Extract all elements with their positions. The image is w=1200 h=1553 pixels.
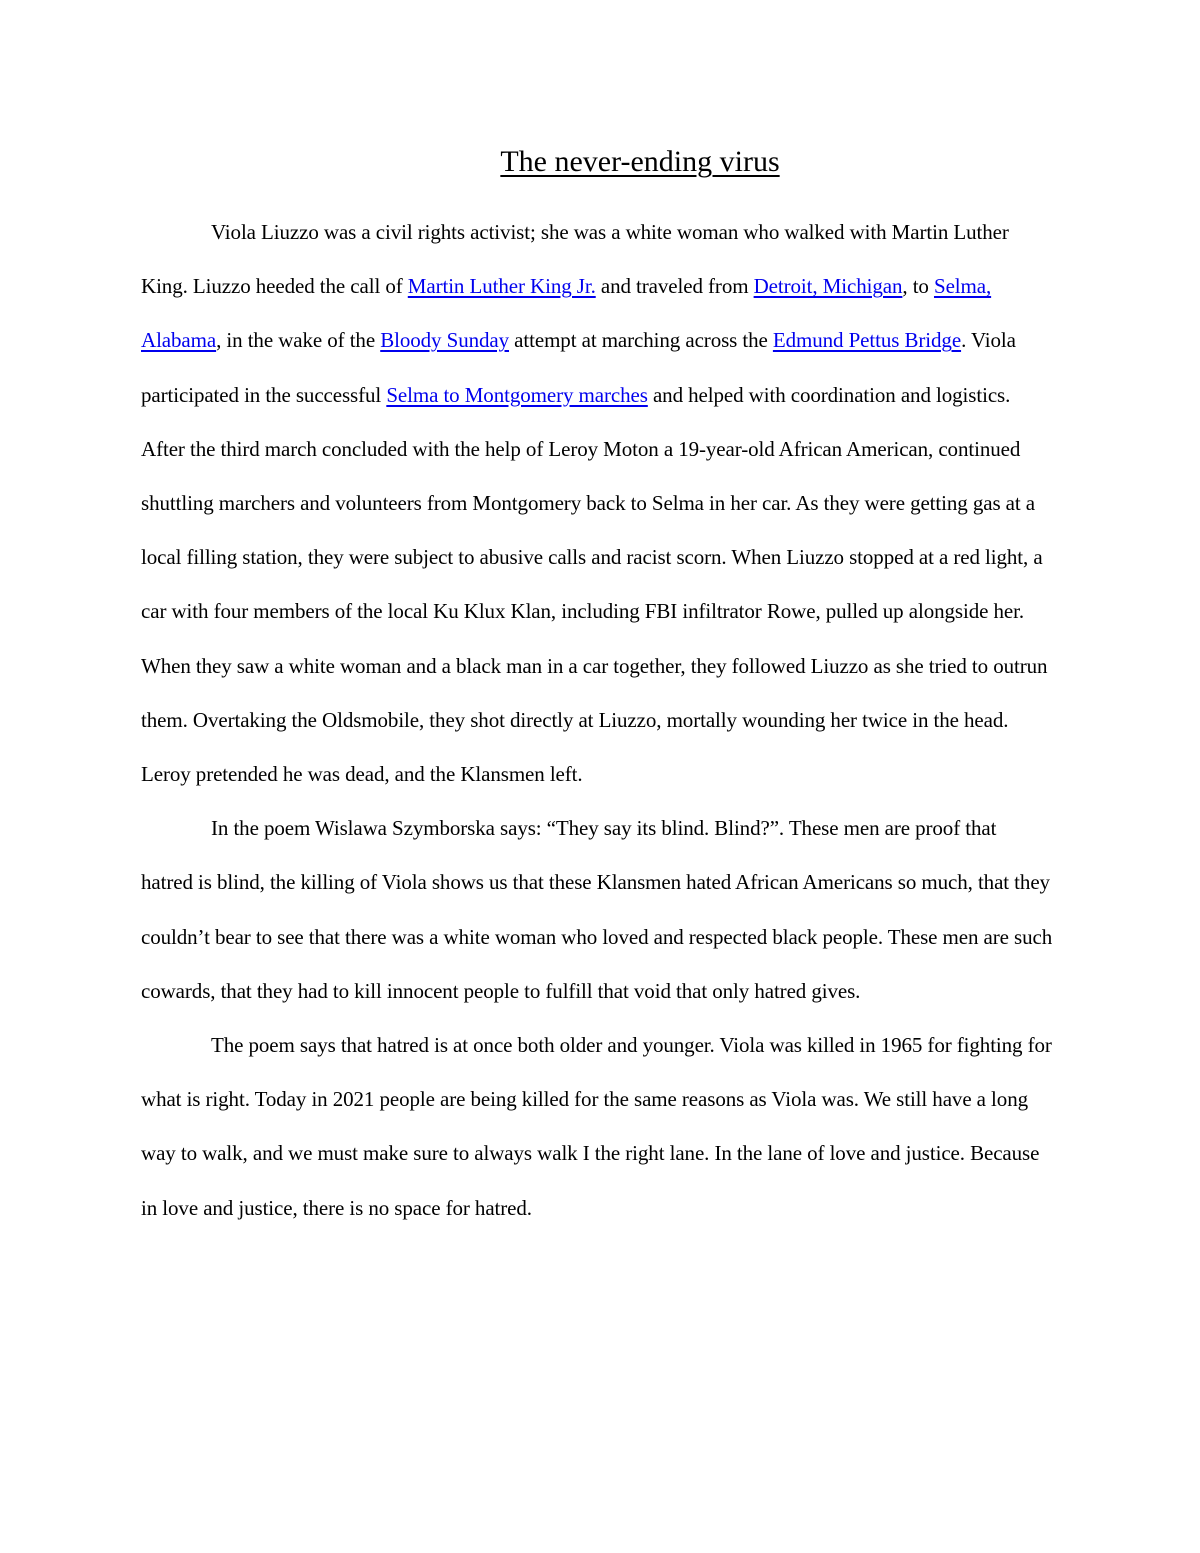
paragraph bbox=[141, 1018, 1053, 1235]
hyperlink[interactable]: Martin Luther King Jr. bbox=[407, 274, 596, 299]
text-run: and helped with coordination and logistics. After the third march concluded with the help of Leroy Moton a 19-year-old African American, continued shuttling marchers and volunteers from Montgomery back to Selma in her car. As they were getting gas at a local filling station, they were subject to abusive calls and racist scorn. When Liuzzo stopped at a red light, a car with four members of the local Ku Klux Klan, including FBI infiltrator Rowe, pulled up alongside her. When they saw a white woman and a black man in a car together, they followed Liuzzo as she tried to outrun them. Overtaking the Oldsmobile, they shot directly at Liuzzo, mortally wounding her twice in the head. Leroy pretended he was dead, and the Klansmen left. bbox=[141, 382, 1048, 787]
text-run: attempt at marching across the bbox=[509, 328, 773, 353]
hyperlink[interactable]: Selma, Alabama bbox=[141, 274, 992, 353]
hyperlink[interactable]: Bloody Sunday bbox=[380, 328, 510, 353]
text-run: and traveled from bbox=[595, 274, 754, 299]
text-run: . Viola participated in the successful bbox=[141, 328, 1016, 407]
text-run: , in the wake of the bbox=[216, 328, 381, 353]
hyperlink[interactable]: Detroit, Michigan bbox=[753, 274, 903, 299]
document-title: The never-ending virus bbox=[500, 145, 780, 178]
paragraph bbox=[141, 801, 1053, 1018]
hyperlink[interactable]: Selma to Montgomery marches bbox=[386, 382, 648, 407]
text-run: , to bbox=[902, 274, 934, 299]
document-body bbox=[141, 205, 1053, 1235]
text-run: The poem says that hatred is at once both older and younger. Viola was killed in 1965 for fighting for what is right. Today in 2021 people are being killed for the same reasons as Viola was. We still have a long way to walk, and we must make sure to always walk I the right lane. In the lane of love and justice. Because in love and justice, there is no space for hatred. bbox=[141, 1033, 1052, 1220]
paragraph bbox=[141, 205, 1053, 801]
hyperlink[interactable]: Edmund Pettus Bridge bbox=[772, 328, 962, 353]
text-run: In the poem Wislawa Szymborska says: “They say its blind. Blind?”. These men are proof that hatred is blind, the killing of Viola shows us that these Klansmen hated African Americans so much, that they couldn’t bear to see that there was a white woman who loved and respected black people. These men are such cowards, that they had to kill innocent people to fulfill that void that only hatred gives. bbox=[141, 816, 1053, 1003]
text-run: Viola Liuzzo was a civil rights activist; she was a white woman who walked with Martin Luther King. Liuzzo heeded the call of bbox=[141, 220, 1009, 299]
